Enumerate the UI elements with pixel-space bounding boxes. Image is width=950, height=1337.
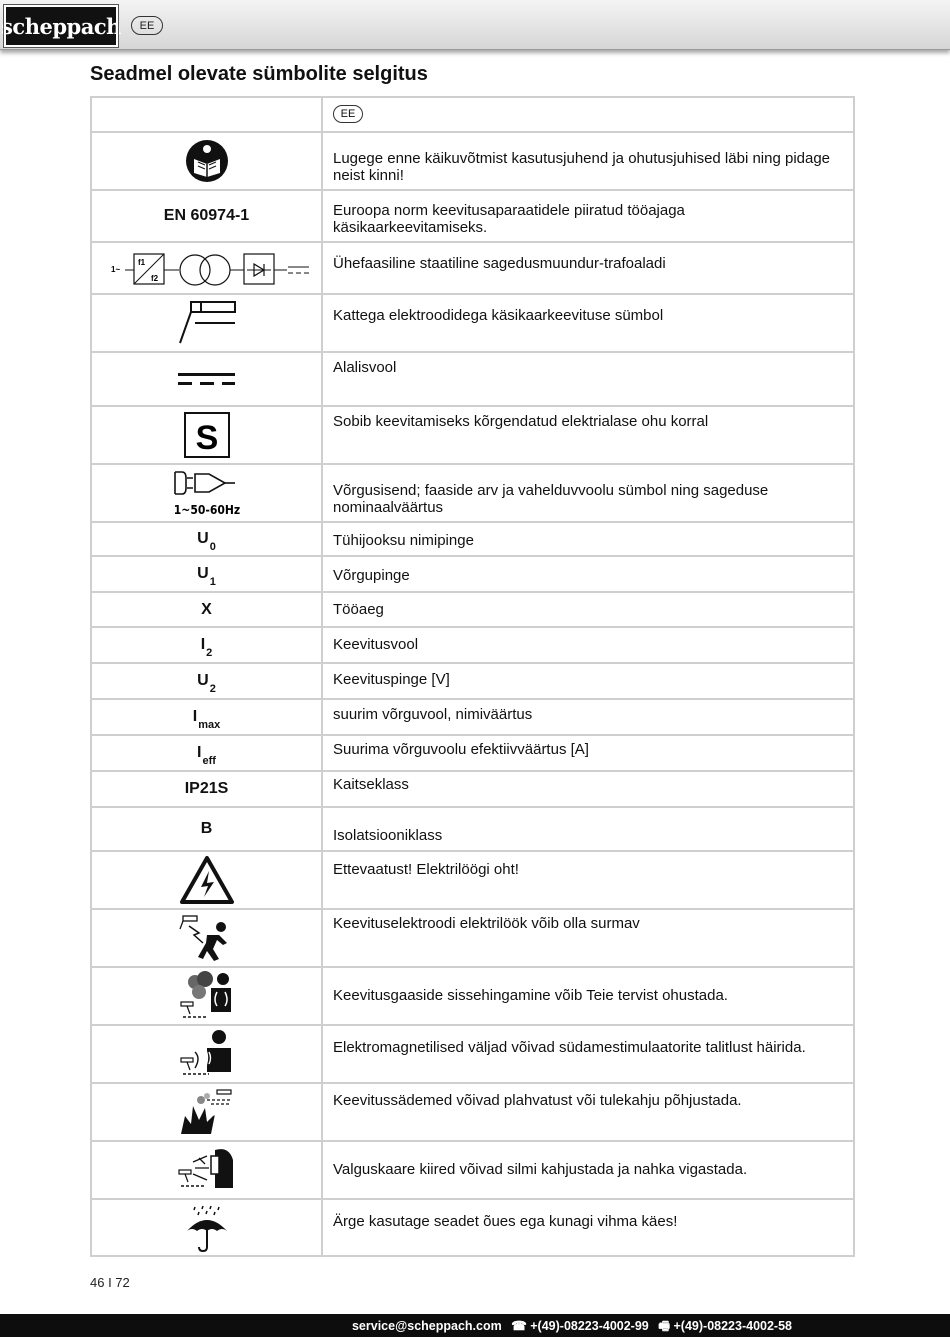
mma-welding-icon xyxy=(175,299,239,347)
table-row xyxy=(91,1083,854,1141)
lang-header-cell xyxy=(322,97,854,132)
symbol-cell xyxy=(91,627,322,663)
symbol-label: $I_{eff}$ xyxy=(197,744,216,767)
symbol-label: B xyxy=(200,820,213,837)
symbol-cell xyxy=(91,909,322,967)
electric-shock-warning-icon xyxy=(179,855,235,905)
table-row xyxy=(91,909,854,967)
symbol-cell xyxy=(91,592,322,627)
desc-cell: Ärge kasutage seadet õues ega kunagi vihma käes! xyxy=(322,1199,854,1256)
symbol-cell xyxy=(91,735,322,771)
desc-cell: Keevitusgaaside sissehingamine võib Teie tervist ohustada. xyxy=(322,967,854,1025)
table-row xyxy=(91,352,854,406)
table-row xyxy=(91,735,854,771)
fax-number: 🖷 +(49)-08223-4002-58 xyxy=(658,1319,792,1333)
symbol-label: $U_0$ xyxy=(197,530,216,553)
desc-cell: Keevitussädemed võivad plahvatust või tulekahju põhjustada. xyxy=(322,1083,854,1141)
symbol-cell xyxy=(91,556,322,592)
desc-cell: Suurima võrguvoolu efektiivväärtus [A] xyxy=(322,735,854,771)
table-row xyxy=(91,851,854,909)
symbol-label: X xyxy=(201,600,212,618)
page-header xyxy=(0,0,950,50)
read-manual-icon xyxy=(185,139,229,183)
symbol-header-cell xyxy=(91,97,322,132)
table-row xyxy=(91,522,854,556)
symbol-label: IP21S xyxy=(184,780,229,797)
symbol-cell xyxy=(91,406,322,464)
symbol-cell xyxy=(91,294,322,352)
desc-cell: Euroopa norm keevitusaparaatidele piiratud tööajaga käsikaarkeevitamiseks. xyxy=(322,190,854,242)
page-number: 46 I 72 xyxy=(90,1275,130,1290)
table-row xyxy=(91,294,854,352)
language-badge: EE xyxy=(131,16,163,35)
symbol-cell xyxy=(91,1199,322,1256)
symbol-label: $I_{max}$ xyxy=(192,708,221,731)
norm-label: EN 60974-1 xyxy=(163,207,250,224)
table-row xyxy=(91,464,854,522)
umbrella-rain-icon xyxy=(185,1203,229,1253)
scheppach-logo: scheppach xyxy=(4,5,118,47)
symbol-cell xyxy=(91,1083,322,1141)
desc-cell: Ettevaatust! Elektrilöögi oht! xyxy=(322,851,854,909)
desc-cell: Ühefaasiline staatiline sagedusmuundur-trafoaladi xyxy=(322,242,854,294)
svg-text:1~50-60Hz: 1~50-60Hz xyxy=(173,503,240,517)
desc-cell: Sobib keevitamiseks kõrgendatud elektrialase ohu korral xyxy=(322,406,854,464)
welding-fumes-icon xyxy=(179,970,235,1022)
symbol-label: $U_2$ xyxy=(197,672,216,695)
symbol-cell xyxy=(91,352,322,406)
table-row xyxy=(91,807,854,851)
desc-cell: Keevitusvool xyxy=(322,627,854,663)
table-row xyxy=(91,663,854,699)
desc-cell: Võrgusisend; faaside arv ja vahelduvvoolu sümbol ning sageduse nominaalväärtus xyxy=(322,464,854,522)
table-row xyxy=(91,592,854,627)
page-footer xyxy=(0,1314,950,1337)
table-row xyxy=(91,967,854,1025)
desc-cell: Elektromagnetilised väljad võivad südamestimulaatorite talitlust häirida. xyxy=(322,1025,854,1083)
svg-text:f1: f1 xyxy=(138,258,146,267)
symbol-label: $U_1$ xyxy=(197,565,216,588)
table-row xyxy=(91,132,854,190)
table-row xyxy=(91,190,854,242)
phone-number: ☎ +(49)-08223-4002-99 xyxy=(511,1319,649,1333)
electrode-shock-icon xyxy=(179,913,235,963)
desc-cell: Võrgupinge xyxy=(322,556,854,592)
table-row xyxy=(91,556,854,592)
arc-rays-icon xyxy=(177,1144,237,1196)
sparks-explosion-icon xyxy=(177,1086,237,1138)
table-row xyxy=(91,1199,854,1256)
svg-text:S: S xyxy=(195,419,218,457)
desc-cell: Kaitseklass xyxy=(322,771,854,807)
symbol-cell xyxy=(91,242,322,294)
svg-text:f2: f2 xyxy=(151,274,159,283)
table-row xyxy=(91,406,854,464)
lang-header-badge: EE xyxy=(333,105,363,123)
inverter-diagram-icon xyxy=(99,248,314,288)
table-row xyxy=(91,1141,854,1199)
desc-cell: Alalisvool xyxy=(322,352,854,406)
table-row xyxy=(91,627,854,663)
page-title: Seadmel olevate sümbolite selgitus xyxy=(90,63,428,85)
desc-cell: Keevituselektroodi elektrilöök võib olla surmav xyxy=(322,909,854,967)
table-row xyxy=(91,771,854,807)
desc-cell: Keevituspinge [V] xyxy=(322,663,854,699)
desc-cell: Kattega elektroodidega käsikaarkeevituse sümbol xyxy=(322,294,854,352)
symbol-label: $I_2$ xyxy=(200,636,213,659)
symbol-cell xyxy=(91,967,322,1025)
symbol-cell xyxy=(91,522,322,556)
direct-current-icon xyxy=(177,369,237,389)
symbol-cell xyxy=(91,851,322,909)
svg-text:1~: 1~ xyxy=(111,265,121,274)
s-mark-icon xyxy=(183,411,231,459)
desc-cell: Isolatsiooniklass xyxy=(322,807,854,851)
symbol-cell xyxy=(91,699,322,735)
symbol-cell xyxy=(91,1025,322,1083)
table-row xyxy=(91,1025,854,1083)
desc-cell: Valguskaare kiired võivad silmi kahjustada ja nahka vigastada. xyxy=(322,1141,854,1199)
electromagnetic-field-icon xyxy=(179,1028,235,1080)
symbol-cell xyxy=(91,190,322,242)
symbol-cell xyxy=(91,1141,322,1199)
symbol-cell xyxy=(91,663,322,699)
table-row xyxy=(91,242,854,294)
desc-cell: suurim võrguvool, nimiväärtus xyxy=(322,699,854,735)
desc-cell: Lugege enne käikuvõtmist kasutusjuhend ja ohutusjuhised läbi ning pidage neist kinni! xyxy=(322,132,854,190)
table-header-row xyxy=(91,97,854,132)
symbol-cell xyxy=(91,132,322,190)
table-row xyxy=(91,699,854,735)
symbol-cell xyxy=(91,464,322,522)
service-email[interactable]: service@scheppach.com xyxy=(351,1319,502,1333)
desc-cell: Tühijooksu nimipinge xyxy=(322,522,854,556)
symbol-table xyxy=(90,96,855,1257)
symbol-cell xyxy=(91,771,322,807)
desc-cell: Tööaeg xyxy=(322,592,854,627)
symbol-cell xyxy=(91,807,322,851)
mains-plug-icon xyxy=(167,468,247,518)
